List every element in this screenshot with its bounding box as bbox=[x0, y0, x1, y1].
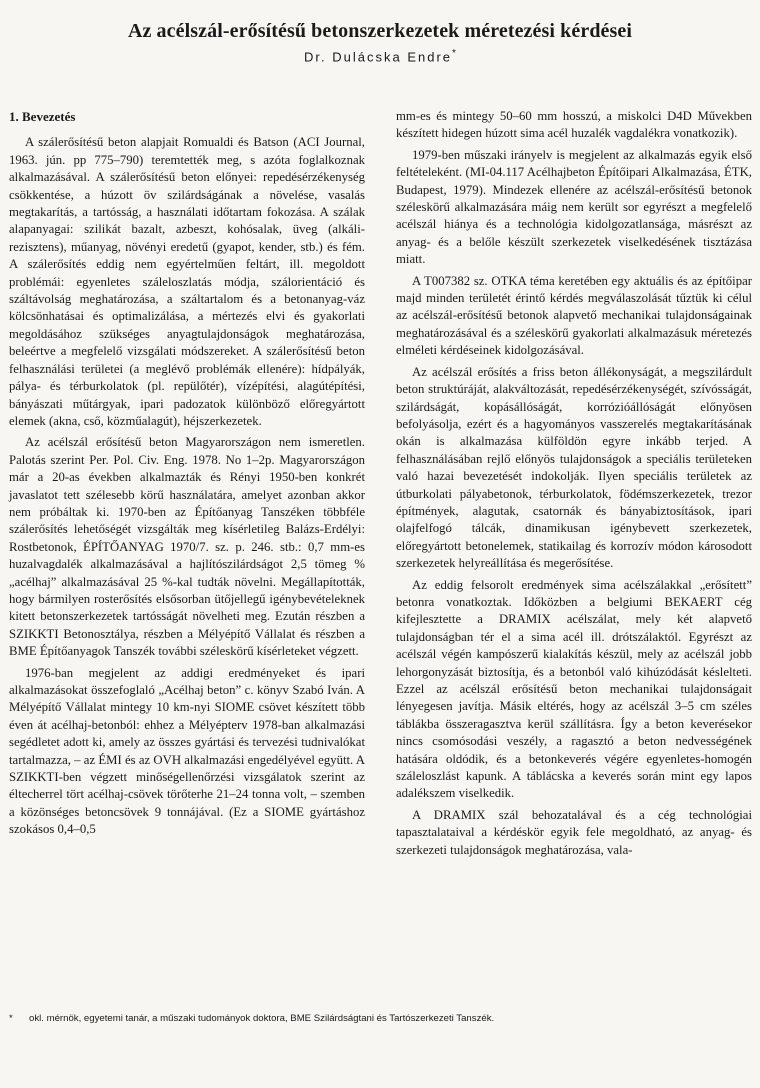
body-columns bbox=[9, 108, 752, 1008]
paragraph: Az acélszál erősítés a friss beton állékonyságát, a megszilárdult beton struktúráját, alakváltozását, repedésérzékenységét, szívósságát, szilárdságát, kopásállóságát, korrózióállóságát előnyösen befolyásolja, ezért és a hagyományos vasszerelés megtakarításának okán is alkalmazása külföldön egyre inkább terjed. A felhasználásában rejlő előnyös tulajdonságok a speciális területeken való hazai bevezetését indokolják. Ilyen speciális területek az útburkolati pályabetonok, térburkolatok, födémszerkezetek, trezor építmények, alagutak, csatornák és bányabiztosítások, ipari olajfelfogó tálcák, dinamikusan igénybevett szerkezetek, előregyártott betonelemek, statikailag és korrozív módon károsodott szerkezetek helyreállítása és megerősítése. bbox=[396, 364, 752, 571]
footnote bbox=[9, 1012, 754, 1025]
paragraph: mm-es és mintegy 50–60 mm hosszú, a miskolci D4D Művekben készített hidegen húzott sima acél huzalék vagdalékra vonatkozik). bbox=[396, 109, 752, 141]
paragraph: 1976-ban megjelent az addigi eredményeket és ipari alkalmazásokat összefoglaló „Acélhaj beton” c. könyv Szabó Iván. A Mélyépítő Vállalat mintegy 10 km-nyi SIOME csövet készített több éven át acélhaj-betonból: ehhez a Mélyépterv 1978-ban alkalmazási segédletet adott ki, amely az összes gyártási és tervezési tudnivalókat tartalmazza, – az ÉMI és az OVH alkalmazási engedélyével együtt. A SZIKKTI-ben végzett minőségellenőrzési vizsgálatok szerint az éltecherrel tört acélhaj-csövek törőterhe 21–24 tonna volt, – szemben a közönséges betoncsövek 9 tonnájával. (Ez a SIOME gyártáshoz szokásos 0,4–0,5 bbox=[9, 665, 365, 837]
paragraph: A T007382 sz. OTKA téma keretében egy aktuális és az építőipar majd minden területét érintő kérdés megválaszolását tűztük ki célul az acélszál-erősítésű betonok alapvető mechanikai tulajdonságainak meghatározásával és a széleskörű gyakorlati alkalmazásuk méretezés elméleti kérdéseinek kidolgozásával. bbox=[396, 273, 752, 358]
right-column bbox=[396, 108, 752, 859]
paragraph: Az eddig felsorolt eredmények sima acélszálakkal „erősített” betonra vonatkoztak. Időközben a belgiumi BEKAERT cég kifejlesztette a DRAMIX acélszálat, mely két alapvető tulajdonságban tér el a sima acél ill. drótszálaktól. Egyrészt az acélszál végén kampószerű kialakítás készül, mely az acélszál jobb lehorgonyzását biztosítja, és a betonból való kihúzódását késlelteti. Ezzel az acélszál erősítésű beton mechanikai tulajdonságait lényegesen javítja. Másik eltérés, hogy az acélszál 3–5 cm széles táblákba összeragasztva kerül szállításra. Így a beton keverésekor nincs csomósodási veszély, a ragasztó a beton nedvességének hatására oldódik, és a betonkeverés végére egyenletes-homogén száleloszlást kapunk. A táblácska a keverés során mint egy lapos adalékszem viselkedik. bbox=[396, 577, 752, 801]
left-column bbox=[9, 108, 365, 839]
author-line bbox=[0, 48, 760, 64]
paragraph: Az acélszál erősítésű beton Magyarországon nem ismeretlen. Palotás szerint Per. Pol. Civ. Eng. 1978. No 1–2p. Magyarországon már a 20-as években alkalmazták és Rényi 1950-ben konkrét javaslatot tett szélesebb körű használatára, amelyet azonban akkor nem próbáltak ki. 1970-ben az Építőanyag Tanszéken többféle szálerősítés lehetőségét vizsgálták meg kísérletileg Balázs-Erdélyi: Rostbetonok, ÉPÍTŐANYAG 1970/7. sz. p. 246. stb.: 0,7 mm-es huzalvagdalék alkalmazásával a hajlítószilárdságot 2,5 tömeg % „acélhaj” alkalmazásával 25 %-kal tudták növelni. Megállapították, hogy bármilyen rosterősítés elsősorban ütőjellegű igénybevételeknek kitett betonszerkezetek tartósságát növelheti meg. Ezután részben a SZIKKTI Betonosztálya, részben a Mélyépítő Vállalat és részben a BME Építőanyagok Tanszék további széleskörű kísérleteket végzett. bbox=[9, 435, 365, 659]
paragraph: 1979-ben műszaki irányelv is megjelent az alkalmazás egyik első feltételeként. (MI-04.117 Acélhajbeton Építőipari Alkalmazása, ÉTK, Budapest, 1979). Mindezek ellenére az acélszál-erősítésű betonok széleskörű alkalmazására máig nem került sor egyrészt a megfelelő acélszál hiánya és a technológia kidolgozatlansága, másrészt az anyag- és a belőle készült szerkezetek viselkedésének tisztázása miatt. bbox=[396, 147, 752, 267]
article-title: Az acélszál-erősítésű betonszerkezetek méretezési kérdései bbox=[127, 20, 633, 42]
author-footnote-mark: * bbox=[452, 48, 456, 59]
paragraph: A szálerősítésű beton alapjait Romualdi és Batson (ACI Journal, 1963. jún. pp 775–790) teremtették meg, s azóta foglalkoznak alkalmazásával. A szálerősítésű beton előnyei: repedésérzékenység csökkentése, a húzott öv szilárdságának a növelése, vasalás megtakarítás, a tartósság, a használati időtartam fokozása. A szálak alapanyagai: szilikát bazalt, azbeszt, kohósalak, üveg (alkáli-rezisztens), műanyag, növényi eredetű (gyapot, kender, stb.) és fém. A szálerősítés eddig nem egyértelműen feltárt, ill. megoldott problémái: egyenletes száleloszlatás módja, szálorientáció és száltávolság meghatározása, a száltartalom és a betonanyag-váz kölcsönhatásai és optimalizálása, a mértezés elvi és gyakorlati megoldásához szükséges anyagtulajdonságok meghatározása, beleértve a megfelelő vizsgálati módszereket. A szálerősítésű beton felhasználási területei (a meglévő problémák ellenére): hídpályák, pálya- és térburkolatok (pl. repülőtér), vízépítési, alagútépítési, bányászati műtárgyak, ipari padozatok különböző előregyártott elemek (akna, cső, közműalagút), héjszerkezetek. bbox=[9, 135, 365, 428]
section-heading: 1. Bevezetés bbox=[9, 109, 76, 124]
paragraph: A DRAMIX szál behozatalával és a cég technológiai tapasztalataival a kérdéskör egyik fele megoldható, az anyag- és szerkezeti tulajdonságok meghatározása, vala- bbox=[396, 807, 752, 857]
footnote-mark: * bbox=[9, 1013, 13, 1024]
footnote-text: okl. mérnök, egyetemi tanár, a műszaki tudományok doktora, BME Szilárdságtani és Tartószerkezeti Tanszék. bbox=[29, 1013, 495, 1024]
author-name: Dr. Dulácska Endre bbox=[304, 49, 453, 65]
